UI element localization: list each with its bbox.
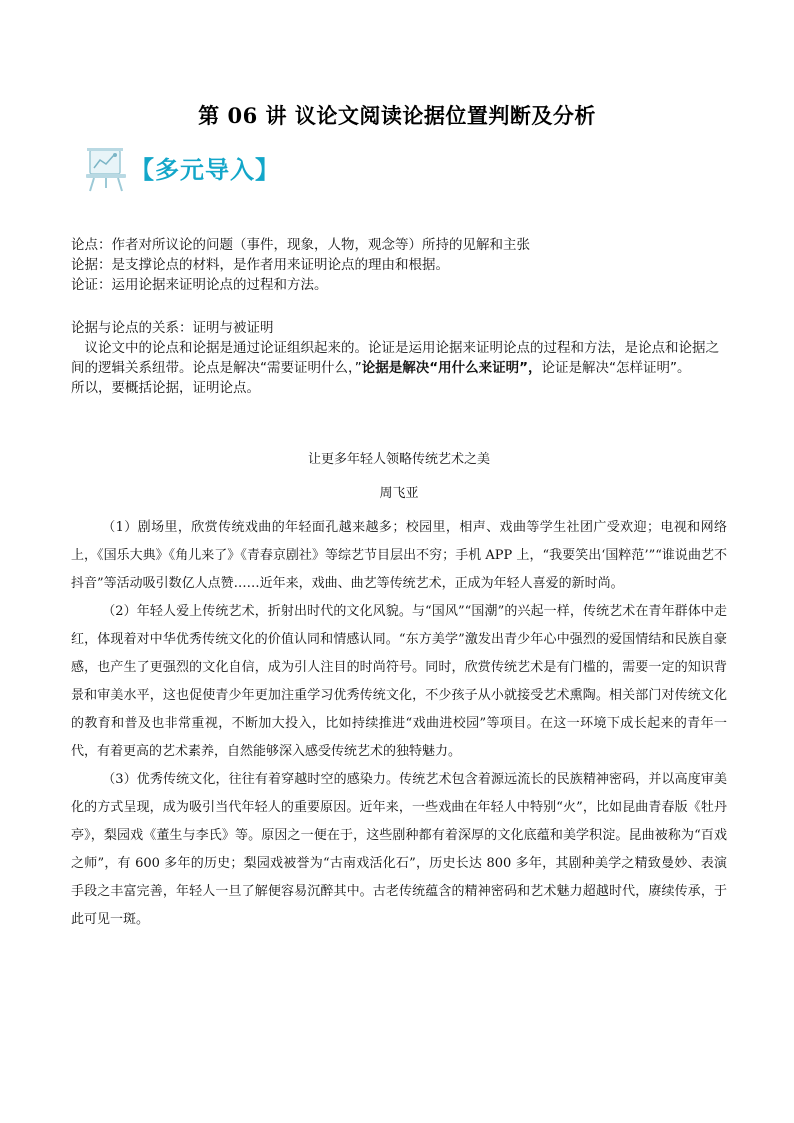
relation-text-bold: 论据是解决“用什么来证明”， <box>361 360 542 376</box>
page-title: 第 06 讲 议论文阅读论据位置判断及分析 <box>198 103 596 128</box>
section-badge-label: 【多元导入】 <box>130 156 280 184</box>
article-paragraph: （1）剧场里，欣赏传统戏曲的年轻面孔越来越多；校园里，相声、戏曲等学生社团广受欢迎；电视和网络上，《国乐大典》《角儿来了》《青春京剧社》等综艺节目层出不穷；手机 APP 上，“我要笑出‘国粹范’”“谁说曲艺不抖音”等活动吸引数亿人点赞……近年来，戏曲、曲艺等传统艺术，正成为年轻人喜爱的新时尚。 <box>71 520 727 591</box>
article-title: 让更多年轻人领略传统艺术之美 <box>307 452 490 467</box>
relation-text-part1: 议论文中的论点和论据是通过论证组织起来的。论证是运用论据来证明论点的过程和方法，是论点和论据之间的逻辑关系纽带。论点是解决“需要证明什么，” <box>71 340 719 376</box>
relation-conclusion: 所以，要概括论据，证明论点。 <box>71 380 260 396</box>
article-body <box>71 514 727 934</box>
definitions-block <box>71 235 731 295</box>
definition-evidence: 论据：是支撑论点的材料，是作者用来证明论点的理由和根据。 <box>71 257 449 273</box>
article-paragraph: （2）年轻人爱上传统艺术，折射出时代的文化风貌。与“国风”“国潮”的兴起一样，传统艺术在青年群体中走红，体现着对中华优秀传统文化的价值认同和情感认同。“东方美学”激发出青少年心中强烈的爱国情结和民族自豪感，也产生了更强烈的文化自信，成为引人注目的时尚符号。同时，欣赏传统艺术是有门槛的，需要一定的知识背景和审美水平，这也促使青少年更加注重学习优秀传统文化，不少孩子从小就接受艺术熏陶。相关部门对传统文化的教育和普及也非常重视，不断加大投入，比如持续推进“戏曲进校园”等项目。在这一环境下成长起来的青年一代，有着更高的艺术素养，自然能够深入感受传统艺术的独特魅力。 <box>71 604 727 759</box>
definition-argument: 论点：作者对所议论的问题（事件，现象，人物，观念等）所持的见解和主张 <box>71 237 530 253</box>
section-badge <box>84 146 314 196</box>
relation-text-part2: 论证是解决“怎样证明”。 <box>541 360 691 376</box>
relation-heading: 论据与论点的关系：证明与被证明 <box>71 320 274 336</box>
definition-reasoning: 论证：运用论据来证明论点的过程和方法。 <box>71 277 328 293</box>
article-paragraph: （3）优秀传统文化，往往有着穿越时空的感染力。传统艺术包含着源远流长的民族精神密码，并以高度审美化的方式呈现，成为吸引当代年轻人的重要原因。近年来，一些戏曲在年轻人中特别“火”，比如昆曲青春版《牡丹亭》，梨园戏《董生与李氏》等。原因之一便在于，这些剧种都有着深厚的文化底蕴和美学积淀。昆曲被称为“百戏之师”，有 600 多年的历史；梨园戏被誉为“古南戏活化石”，历史长达 800 多年，其剧种美学之精致曼妙、表演手段之丰富完善，年轻人一旦了解便容易沉醉其中。古老传统蕴含的精神密码和艺术魅力超越时代，赓续传承，于此可见一斑。 <box>71 772 727 927</box>
article-author: 周飞亚 <box>379 486 419 501</box>
relation-paragraph <box>71 338 731 378</box>
relation-block <box>71 318 731 398</box>
